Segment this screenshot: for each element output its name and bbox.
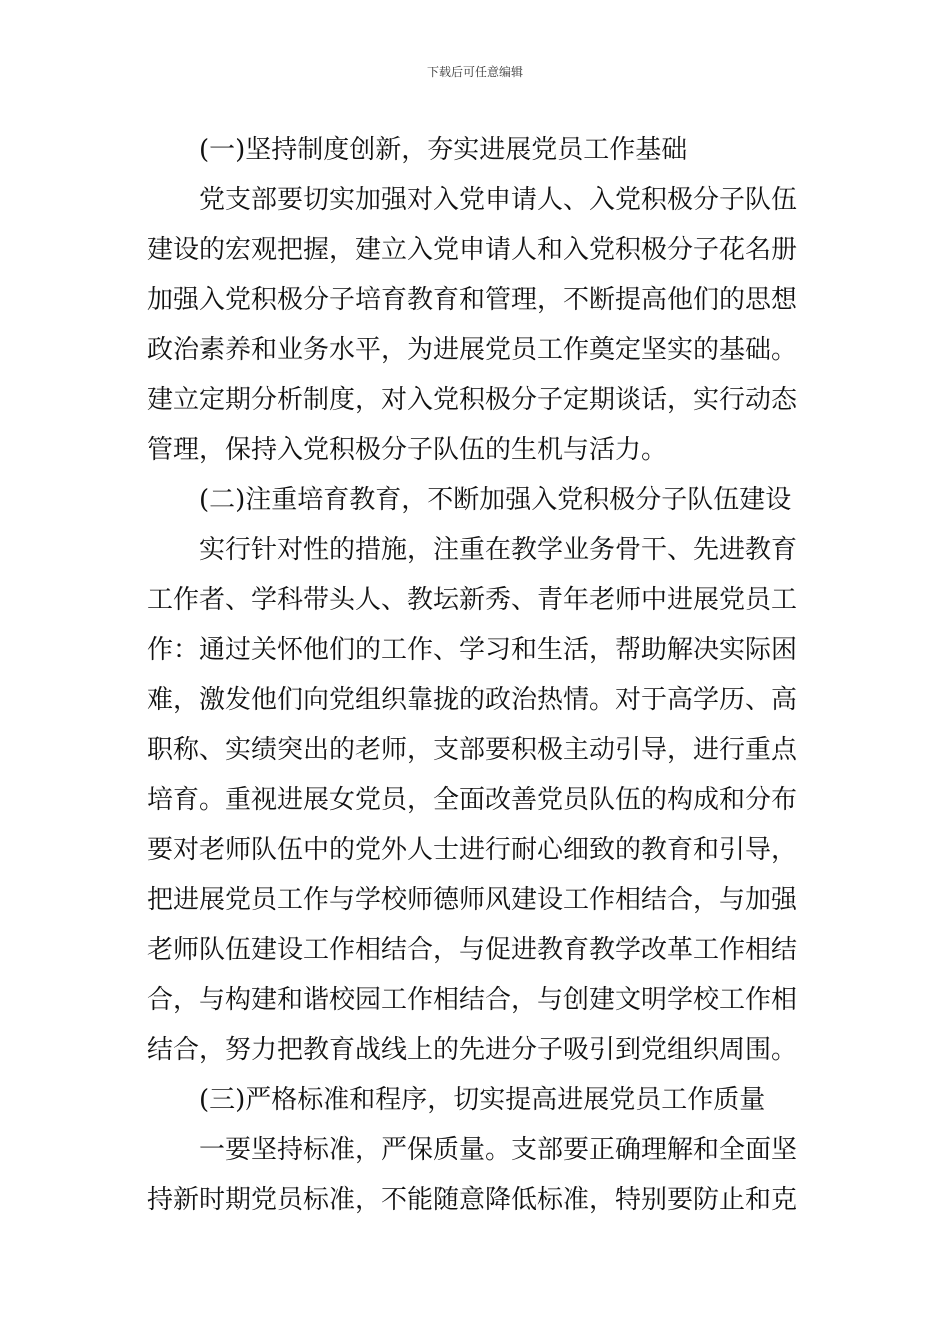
paragraph-line: 加强入党积极分子培育教育和管理，不断提高他们的思想 — [147, 285, 798, 315]
paragraph-line: 持新时期党员标准，不能随意降低标准，特别要防止和克 — [147, 1185, 798, 1215]
paragraph-line: 工作者、学科带头人、教坛新秀、青年老师中进展党员工 — [147, 585, 798, 615]
section-heading-2: (二)注重培育教育，不断加强入党积极分子队伍建设 — [199, 485, 792, 515]
paragraph-line: 作：通过关怀他们的工作、学习和生活，帮助解决实际困 — [147, 635, 798, 665]
page-header-note: 下载后可任意编辑 — [426, 65, 523, 79]
paragraph-line: 难，激发他们向党组织靠拢的政治热情。对于高学历、高 — [147, 685, 798, 715]
paragraph-line: 老师队伍建设工作相结合，与促进教育教学改革工作相结 — [147, 935, 798, 965]
paragraph-line: 一要坚持标准，严保质量。支部要正确理解和全面坚 — [199, 1135, 798, 1165]
paragraph-line: 党支部要切实加强对入党申请人、入党积极分子队伍 — [199, 185, 798, 215]
paragraph-line: 职称、实绩突出的老师，支部要积极主动引导，进行重点 — [147, 735, 798, 765]
section-heading-1: (一)坚持制度创新，夯实进展党员工作基础 — [199, 135, 688, 165]
paragraph-line: 政治素养和业务水平，为进展党员工作奠定坚实的基础。 — [147, 335, 798, 365]
document-body — [147, 125, 807, 1225]
section-heading-3: (三)严格标准和程序，切实提高进展党员工作质量 — [199, 1085, 766, 1115]
paragraph-line: 建立定期分析制度，对入党积极分子定期谈话，实行动态 — [147, 385, 798, 415]
paragraph-line: 结合，努力把教育战线上的先进分子吸引到党组织周围。 — [147, 1035, 798, 1065]
paragraph-line: 培育。重视进展女党员，全面改善党员队伍的构成和分布 — [147, 785, 798, 815]
paragraph-line: 实行针对性的措施，注重在教学业务骨干、先进教育 — [199, 535, 798, 565]
paragraph-line: 建设的宏观把握，建立入党申请人和入党积极分子花名册 — [147, 235, 798, 265]
paragraph-line: 合，与构建和谐校园工作相结合，与创建文明学校工作相 — [147, 985, 798, 1015]
paragraph-line: 管理，保持入党积极分子队伍的生机与活力。 — [147, 435, 668, 465]
paragraph-line: 把进展党员工作与学校师德师风建设工作相结合，与加强 — [147, 885, 798, 915]
paragraph-line: 要对老师队伍中的党外人士进行耐心细致的教育和引导， — [147, 835, 798, 865]
